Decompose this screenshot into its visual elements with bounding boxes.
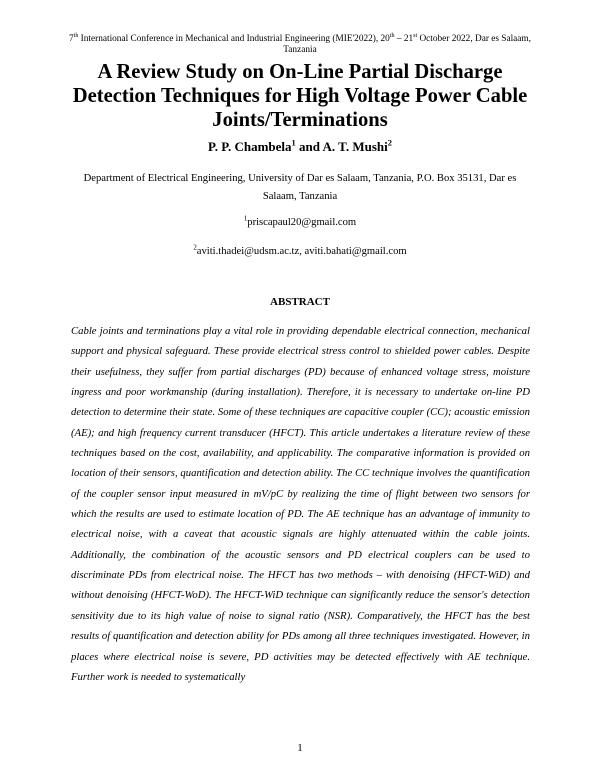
header-date-suffix-1: th	[389, 32, 395, 39]
header-date-end: October 2022, Dar es Salaam, Tanzania	[283, 34, 531, 55]
email-2	[0, 246, 600, 257]
header-conference: International Conference in Mechanical and Industrial Engineering (MIE'2022), 20	[78, 34, 390, 44]
author-1: P. P. Chambela	[207, 139, 292, 154]
abstract-heading: ABSTRACT	[270, 296, 330, 308]
author-2-sup: 2	[387, 137, 392, 148]
header-ordinal-suffix: th	[73, 32, 79, 39]
author-1-sup: 1	[291, 137, 296, 148]
author-2: and A. T. Mushi	[295, 139, 388, 154]
email-1	[0, 217, 600, 228]
email-1-text: priscapaul20@gmail.com	[247, 217, 357, 228]
header-date-suffix-2: st	[413, 32, 418, 39]
conference-header	[60, 34, 540, 56]
paper-title: A Review Study on On-Line Partial Discharge Detection Techniques for High Voltage Power Cable Joints/Terminations	[72, 61, 528, 131]
header-date-mid: – 21	[394, 34, 414, 44]
header-ordinal: 7	[68, 34, 74, 44]
email-1-sup: 1	[243, 215, 248, 223]
email-2-text: aviti.thadei@udsm.ac.tz, aviti.bahati@gmail.com	[196, 246, 407, 257]
authors	[0, 139, 600, 155]
abstract-text: Cable joints and terminations play a vital role in providing dependable electrical connection, mechanical support and physical safeguard. These provide electrical stress control to shielded power cables. Despite their usefulness, they suffer from partial discharges (PD) because of enhanced voltage stress, moisture ingress and poor workmanship (during installation). Therefore, it is necessary to undertake on-line PD detection to determine their state. Some of these techniques are capacitive coupler (CC); acoustic emission (AE); and high frequency current transducer (HFCT). This article undertakes a literature review of these techniques based on the cost, availability, and applicability. The comparative information is provided on location of their sensors, quantification and detection ability. The CC technique involves the quantification of the coupler sensor input measured in mV/pC by realizing the time of flight between two sensors for which the results are used to estimate location of PD. The AE technique has an advantage of immunity to electrical noise, with a caveat that acoustic signals are highly attenuated within the cable joints. Additionally, the combination of the acoustic sensors and PD electrical couplers can be used to discriminate PDs from electrical noise. The HFCT has two methods – with denoising (HFCT-WiD) and without denoising (HFCT-WoD). The HFCT-WiD technique can significantly reduce the sensor's detection sensitivity due to its high value of noise to signal ratio (NSR). Comparatively, the HFCT has the best results of quantification and detection ability for PDs among all three techniques investigated. However, in places where electrical noise is severe, PD activities may be detected effectively with AE technique. Further work is needed to systematically	[71, 325, 530, 683]
page-number: 1	[297, 742, 303, 754]
affiliation: Department of Electrical Engineering, University of Dar es Salaam, Tanzania, P.O. Box 35131, Dar es Salaam, Tanzania	[83, 173, 517, 202]
email-2-sup: 2	[193, 244, 197, 252]
